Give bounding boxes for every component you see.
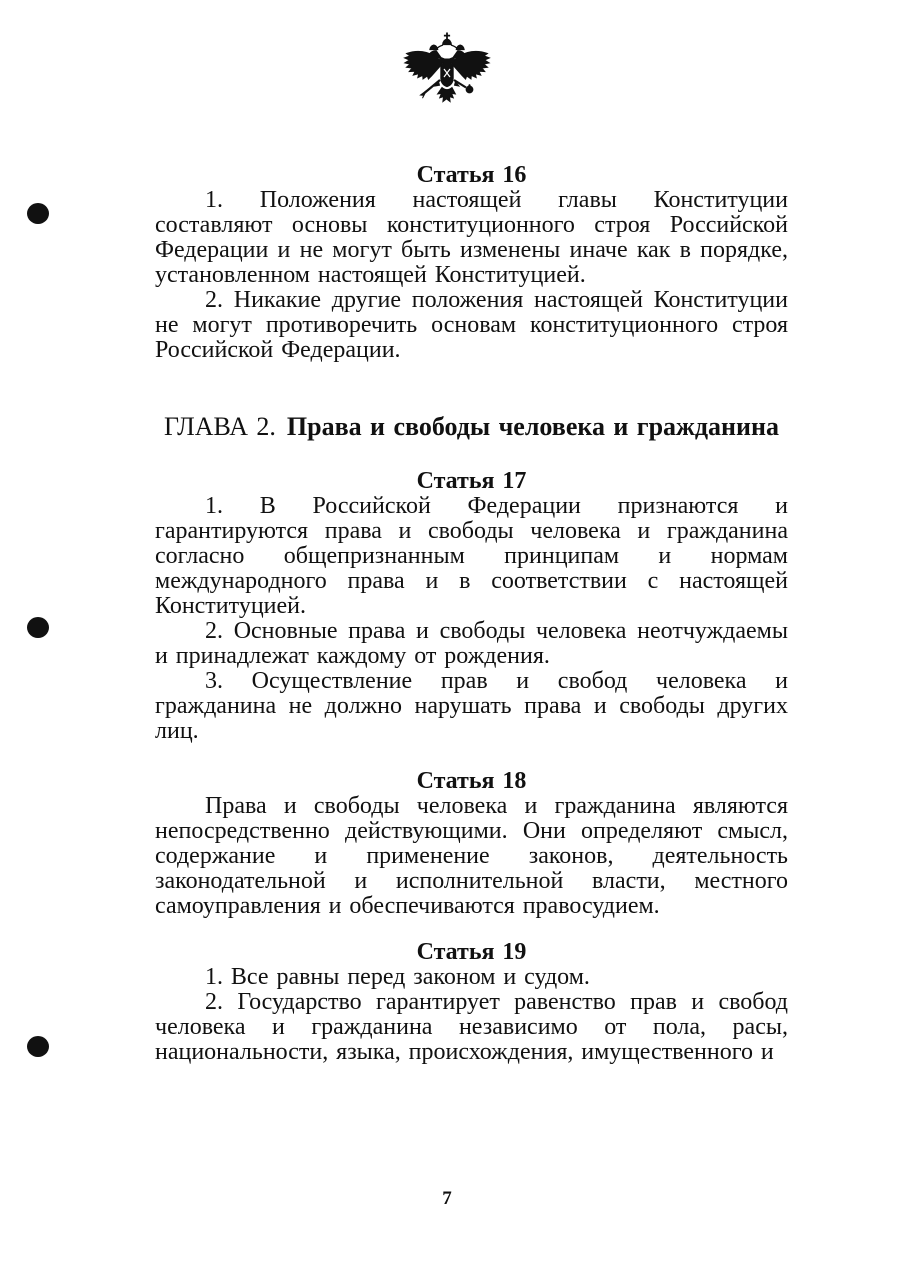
article-16-paragraph-2: 2. Никакие другие положения настоящей Конституции не могут противоречить основам конституционного строя Российской Федерации.	[155, 287, 788, 363]
article-18-heading: Статья 18	[416, 768, 527, 794]
article-18-paragraph-1: Права и свободы человека и гражданина являются непосредственно действующими. Они определяют смысл, содержание и применение законов, деятельность законодательной и исполнительной власти, местного самоуправления и обеспечиваются правосудием.	[155, 793, 788, 919]
article-16-paragraph-1: 1. Положения настоящей главы Конституции составляют основы конституционного строя Российской Федерации и не могут быть изменены иначе как в порядке, установленном настоящей Конституцией.	[155, 187, 788, 288]
document-text-column	[155, 0, 788, 1065]
hole-punch-dot	[27, 1036, 49, 1057]
article-19-paragraph-2: 2. Государство гарантирует равенство прав и свобод человека и гражданина независимо от пола, расы, национальности, языка, происхождения, имущественного и	[155, 989, 788, 1065]
page-number: 7	[442, 1188, 452, 1209]
chapter-2-title: Права и свободы человека и гражданина	[286, 412, 779, 441]
article-17-paragraph-3: 3. Осуществление прав и свобод человека и гражданина не должно нарушать права и свободы других лиц.	[155, 668, 788, 744]
hole-punch-dot	[27, 617, 49, 638]
chapter-2-label: ГЛАВА 2.	[164, 412, 276, 441]
article-19-heading: Статья 19	[416, 939, 527, 965]
article-17-heading: Статья 17	[416, 468, 527, 494]
article-16-heading: Статья 16	[416, 162, 527, 188]
chapter-2-heading	[155, 414, 788, 439]
article-17-paragraph-2: 2. Основные права и свободы человека неотчуждаемы и принадлежат каждому от рождения.	[155, 618, 788, 669]
hole-punch-dot	[27, 203, 49, 224]
article-19-paragraph-1: 1. Все равны перед законом и судом.	[205, 964, 590, 990]
article-17-paragraph-1: 1. В Российской Федерации признаются и гарантируются права и свободы человека и гражданина согласно общепризнанным принципам и нормам международного права и в соответствии с настоящей Конституцией.	[155, 493, 788, 619]
